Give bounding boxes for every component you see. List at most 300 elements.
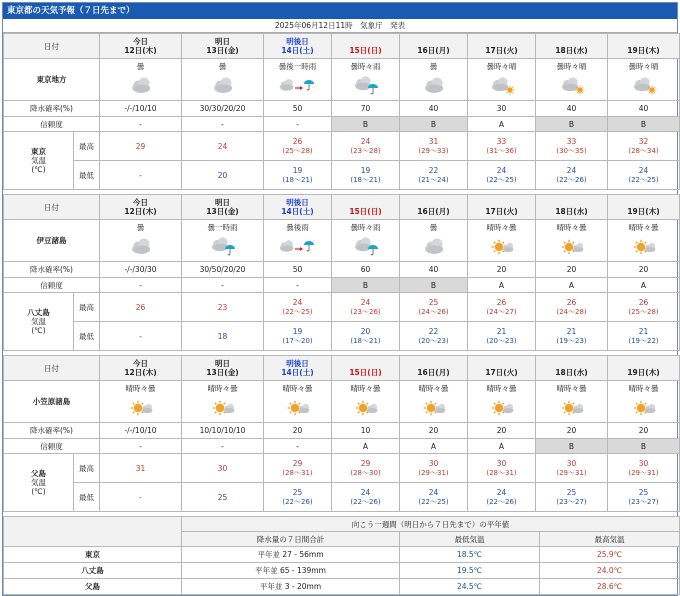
- region-table: [3, 33, 680, 190]
- min-temp-range: (22〜25): [486, 175, 517, 184]
- max-temp: 29: [360, 458, 371, 468]
- max-temp-cell: [332, 293, 400, 322]
- weather-cell: [100, 381, 182, 423]
- max-temp: 33: [496, 136, 507, 146]
- day-header: [332, 356, 400, 381]
- weather-icon: [278, 397, 318, 419]
- temp-unit: (℃): [31, 326, 46, 335]
- pop-value: 20: [468, 423, 536, 439]
- week-min: 19.5℃: [400, 563, 540, 579]
- area-name: 東京地方: [4, 59, 100, 101]
- min-temp: 21: [496, 326, 507, 336]
- pop-value: 20: [264, 423, 332, 439]
- weather-text: 晴時々曇: [282, 384, 313, 393]
- min-temp: 21: [566, 326, 577, 336]
- min-temp-range: (22〜25): [628, 175, 659, 184]
- weather-text: 晴時々曇: [350, 384, 381, 393]
- cloud-rain-icon: [278, 236, 318, 258]
- day-header: [264, 34, 332, 59]
- max-temp-cell: [100, 132, 182, 161]
- day-date: 19日(木): [627, 46, 660, 55]
- pop-value: 50: [264, 101, 332, 117]
- min-temp-cell: [400, 322, 468, 351]
- max-temp-cell: [182, 293, 264, 322]
- max-temp: 26: [638, 297, 649, 307]
- max-temp-cell: [608, 454, 680, 483]
- city-name: 八丈島: [27, 308, 50, 317]
- max-temp-cell: [264, 293, 332, 322]
- min-temp-cell: [468, 483, 536, 512]
- min-temp-cell: [536, 161, 608, 190]
- max-temp: 30: [496, 458, 507, 468]
- date-label: 日付: [4, 34, 100, 59]
- weather-text: 曇時々雨: [350, 223, 381, 232]
- week-max-header: 最高気温: [540, 532, 680, 547]
- max-temp: 30: [217, 463, 228, 473]
- city-temp-label: [4, 132, 74, 190]
- min-temp-cell: [182, 483, 264, 512]
- week-precip: 平年並 27 - 56mm: [182, 547, 400, 563]
- week-precip: 平年並 65 - 139mm: [182, 563, 400, 579]
- min-temp: 24: [496, 165, 507, 175]
- day-header: [536, 34, 608, 59]
- reliability-value: A: [468, 278, 536, 293]
- weather-icon: [624, 397, 664, 419]
- min-temp-cell: [536, 483, 608, 512]
- temp-unit: (℃): [31, 165, 46, 174]
- min-temp: 18: [217, 331, 228, 341]
- day-name: 明後日: [286, 198, 309, 207]
- pop-value: 40: [400, 262, 468, 278]
- weather-cell: [100, 59, 182, 101]
- max-temp: 24: [292, 297, 303, 307]
- max-temp-range: (28〜30): [350, 468, 381, 477]
- weather-text: 曇: [429, 62, 438, 71]
- max-temp: 32: [638, 136, 649, 146]
- max-temp-cell: [400, 454, 468, 483]
- pop-value: 40: [608, 101, 680, 117]
- reliability-value: B: [400, 117, 468, 132]
- day-name: 今日: [133, 198, 148, 207]
- day-date: 17日(火): [485, 46, 518, 55]
- day-date: 12日(木): [124, 368, 157, 377]
- reliability-label: 信頼度: [4, 278, 100, 293]
- pop-value: 50: [264, 262, 332, 278]
- weather-cell: [400, 59, 468, 101]
- weather-text: 曇時々晴: [556, 62, 587, 71]
- day-date: 15日(日): [349, 207, 382, 216]
- weather-icon: [346, 75, 386, 97]
- cloud-icon: [414, 75, 454, 97]
- week-city: 八丈島: [4, 563, 182, 579]
- weather-cell: [608, 381, 680, 423]
- day-date: 14日(土): [281, 207, 314, 216]
- day-header: [264, 195, 332, 220]
- weather-icon: [482, 397, 522, 419]
- sun-cloud-icon: [624, 397, 664, 419]
- cloud-icon: [203, 75, 243, 97]
- weather-text: 曇後雨: [286, 223, 309, 232]
- area-name: 小笠原諸島: [4, 381, 100, 423]
- weather-icon: [203, 75, 243, 97]
- min-temp-range: (22〜25): [418, 497, 449, 506]
- min-temp-cell: [264, 322, 332, 351]
- day-date: 14日(土): [281, 368, 314, 377]
- max-temp-range: (23〜26): [350, 307, 381, 316]
- pop-value: 10: [332, 423, 400, 439]
- reliability-value: -: [264, 117, 332, 132]
- max-temp-cell: [400, 293, 468, 322]
- reliability-value: B: [536, 439, 608, 454]
- weather-icon: [278, 236, 318, 258]
- reliability-value: A: [468, 117, 536, 132]
- city-temp-label: [4, 293, 74, 351]
- day-header: [182, 34, 264, 59]
- day-date: 19日(木): [627, 368, 660, 377]
- min-temp-cell: [400, 161, 468, 190]
- day-date: 13日(金): [206, 46, 239, 55]
- min-temp: 20: [360, 326, 371, 336]
- day-header: [182, 195, 264, 220]
- weather-icon: [552, 397, 592, 419]
- max-temp: 30: [638, 458, 649, 468]
- weather-cell: [536, 381, 608, 423]
- max-temp: 33: [566, 136, 577, 146]
- weather-icon: [414, 236, 454, 258]
- week-row: [4, 579, 680, 595]
- day-date: 18日(水): [555, 207, 588, 216]
- min-temp: 19: [292, 165, 303, 175]
- day-header: [400, 34, 468, 59]
- max-temp-range: (30〜35): [556, 146, 587, 155]
- min-temp-cell: [100, 322, 182, 351]
- reliability-value: B: [332, 117, 400, 132]
- min-temp-cell: [182, 161, 264, 190]
- day-name: 明後日: [286, 37, 309, 46]
- pop-value: -/-/10/10: [100, 101, 182, 117]
- min-temp-range: (23〜27): [628, 497, 659, 506]
- week-city: 東京: [4, 547, 182, 563]
- weather-cell: [536, 220, 608, 262]
- max-temp-range: (25〜28): [282, 146, 313, 155]
- weather-text: 晴時々曇: [486, 384, 517, 393]
- min-temp-cell: [608, 161, 680, 190]
- reliability-value: A: [536, 278, 608, 293]
- weather-cell: [182, 59, 264, 101]
- pop-label: 降水確率(%): [4, 423, 100, 439]
- page-title: 東京都の天気予報（７日先まで）: [3, 3, 677, 19]
- day-header: [608, 356, 680, 381]
- weather-text: 晴時々曇: [418, 384, 449, 393]
- max-temp-cell: [182, 132, 264, 161]
- pop-value: 30: [468, 101, 536, 117]
- pop-value: 20: [608, 262, 680, 278]
- weather-icon: [203, 397, 243, 419]
- weather-cell: [608, 59, 680, 101]
- max-temp: 26: [135, 302, 146, 312]
- weather-text: 曇時々晴: [628, 62, 659, 71]
- max-temp-range: (22〜25): [282, 307, 313, 316]
- reliability-value: -: [100, 278, 182, 293]
- min-temp-cell: [332, 161, 400, 190]
- sun-cloud-icon: [482, 236, 522, 258]
- pop-value: 60: [332, 262, 400, 278]
- min-temp-cell: [100, 483, 182, 512]
- pop-value: 40: [400, 101, 468, 117]
- day-header: [468, 195, 536, 220]
- pop-value: 20: [468, 262, 536, 278]
- weather-text: 晴時々曇: [628, 223, 659, 232]
- max-temp: 26: [496, 297, 507, 307]
- day-name: 明日: [215, 37, 230, 46]
- max-temp-range: (31〜36): [486, 146, 517, 155]
- day-date: 14日(土): [281, 46, 314, 55]
- cloud-icon: [121, 75, 161, 97]
- day-header: [100, 34, 182, 59]
- min-label: 最低: [74, 161, 100, 190]
- max-temp: 24: [217, 141, 228, 151]
- day-header: [100, 195, 182, 220]
- min-temp: 20: [217, 170, 228, 180]
- day-name: 明日: [215, 198, 230, 207]
- weather-cell: [264, 381, 332, 423]
- week-max: 28.6℃: [540, 579, 680, 595]
- sun-cloud-icon: [346, 397, 386, 419]
- min-temp-cell: [264, 483, 332, 512]
- max-temp-range: (29〜31): [556, 468, 587, 477]
- max-temp-range: (24〜28): [556, 307, 587, 316]
- reliability-value: -: [182, 117, 264, 132]
- week-row: [4, 547, 680, 563]
- min-temp-cell: [536, 322, 608, 351]
- week-city: 父島: [4, 579, 182, 595]
- day-name: 今日: [133, 37, 148, 46]
- max-temp-cell: [468, 293, 536, 322]
- reliability-value: -: [100, 439, 182, 454]
- reliability-value: B: [608, 117, 680, 132]
- pop-value: -/-/10/10: [100, 423, 182, 439]
- max-temp-cell: [264, 132, 332, 161]
- max-temp: 23: [217, 302, 228, 312]
- reliability-value: -: [264, 439, 332, 454]
- day-header: [608, 195, 680, 220]
- max-temp: 24: [360, 297, 371, 307]
- day-date: 12日(木): [124, 207, 157, 216]
- min-temp: 19: [292, 326, 303, 336]
- day-date: 18日(水): [555, 368, 588, 377]
- max-temp-cell: [332, 132, 400, 161]
- week-summary-title: 向こう一週間（明日から７日先まで）の平年値: [182, 517, 680, 532]
- week-row: [4, 563, 680, 579]
- max-temp-range: (29〜33): [418, 146, 449, 155]
- min-temp-range: (22〜26): [486, 497, 517, 506]
- max-label: 最高: [74, 454, 100, 483]
- min-temp-cell: [182, 322, 264, 351]
- day-header: [332, 34, 400, 59]
- min-temp-range: (19〜23): [556, 336, 587, 345]
- date-label: 日付: [4, 356, 100, 381]
- pop-value: -/-/30/30: [100, 262, 182, 278]
- sun-cloud-icon: [552, 397, 592, 419]
- cloud-rain-icon: [278, 75, 318, 97]
- week-precip: 平年並 3 - 20mm: [182, 579, 400, 595]
- reliability-label: 信頼度: [4, 117, 100, 132]
- max-temp-cell: [468, 132, 536, 161]
- reliability-value: B: [608, 439, 680, 454]
- min-temp-range: (21〜24): [418, 175, 449, 184]
- max-label: 最高: [74, 132, 100, 161]
- weather-text: 曇時々晴: [486, 62, 517, 71]
- day-date: 16日(月): [417, 368, 450, 377]
- min-temp: 24: [638, 165, 649, 175]
- weather-cell: [400, 220, 468, 262]
- min-temp-cell: [332, 483, 400, 512]
- weather-icon: [552, 75, 592, 97]
- day-header: [332, 195, 400, 220]
- day-header: [468, 34, 536, 59]
- max-temp-cell: [608, 293, 680, 322]
- min-temp: 25: [217, 492, 228, 502]
- max-temp-range: (28〜31): [282, 468, 313, 477]
- max-temp-cell: [264, 454, 332, 483]
- day-date: 15日(日): [349, 368, 382, 377]
- sun-cloud-icon: [414, 397, 454, 419]
- min-temp-range: (22〜26): [350, 497, 381, 506]
- weather-cell: [332, 59, 400, 101]
- min-temp-range: (20〜23): [486, 336, 517, 345]
- min-label: 最低: [74, 483, 100, 512]
- reliability-value: -: [182, 278, 264, 293]
- weather-cell: [332, 381, 400, 423]
- day-header: [400, 195, 468, 220]
- weather-text: 晴時々曇: [556, 223, 587, 232]
- day-date: 16日(月): [417, 207, 450, 216]
- weather-text: 曇: [218, 62, 227, 71]
- day-header: [100, 356, 182, 381]
- day-date: 15日(日): [349, 46, 382, 55]
- reliability-value: A: [332, 439, 400, 454]
- cloud-sun-icon: [552, 75, 592, 97]
- weather-icon: [121, 236, 161, 258]
- reliability-value: -: [100, 117, 182, 132]
- region-table: [3, 194, 680, 351]
- sun-cloud-icon: [482, 397, 522, 419]
- reliability-value: B: [400, 278, 468, 293]
- min-temp-cell: [468, 322, 536, 351]
- weather-text: 晴時々曇: [486, 223, 517, 232]
- sun-cloud-icon: [552, 236, 592, 258]
- city-name: 東京: [31, 147, 46, 156]
- max-temp: 31: [428, 136, 439, 146]
- day-date: 12日(木): [124, 46, 157, 55]
- min-temp: -: [139, 331, 142, 341]
- weather-cell: [468, 381, 536, 423]
- min-temp-cell: [608, 483, 680, 512]
- max-temp-range: (24〜26): [418, 307, 449, 316]
- weather-icon: [624, 236, 664, 258]
- cloud-umbrella-icon: [346, 75, 386, 97]
- pop-value: 10/10/10/10: [182, 423, 264, 439]
- weather-cell: [100, 220, 182, 262]
- day-header: [536, 356, 608, 381]
- reliability-value: A: [608, 278, 680, 293]
- city-name: 父島: [31, 469, 46, 478]
- temp-label: 気温: [31, 478, 46, 487]
- min-temp: 24: [428, 487, 439, 497]
- max-temp-cell: [182, 454, 264, 483]
- min-temp-cell: [400, 483, 468, 512]
- day-date: 17日(火): [485, 207, 518, 216]
- weather-text: 曇: [429, 223, 438, 232]
- min-temp-range: (20〜23): [418, 336, 449, 345]
- reliability-value: A: [468, 439, 536, 454]
- day-date: 13日(金): [206, 368, 239, 377]
- week-precip-header: 降水量の７日間合計: [182, 532, 400, 547]
- pop-value: 20: [608, 423, 680, 439]
- day-header: [468, 356, 536, 381]
- weather-icon: [414, 397, 454, 419]
- issued-time: 2025年06月12日11時 気象庁 発表: [3, 19, 677, 33]
- max-temp: 26: [292, 136, 303, 146]
- max-temp-cell: [100, 293, 182, 322]
- max-temp-range: (29〜31): [418, 468, 449, 477]
- reliability-value: B: [332, 278, 400, 293]
- sun-cloud-icon: [121, 397, 161, 419]
- min-temp: 22: [428, 326, 439, 336]
- pop-value: 20: [536, 423, 608, 439]
- day-date: 19日(木): [627, 207, 660, 216]
- max-temp-cell: [400, 132, 468, 161]
- area-name: 伊豆諸島: [4, 220, 100, 262]
- weather-icon: [121, 75, 161, 97]
- weather-icon: [482, 236, 522, 258]
- pop-value: 40: [536, 101, 608, 117]
- temp-label: 気温: [31, 317, 46, 326]
- region-table: [3, 355, 680, 512]
- week-min-header: 最低気温: [400, 532, 540, 547]
- cloud-sun-icon: [482, 75, 522, 97]
- max-temp: 30: [428, 458, 439, 468]
- weather-text: 晴時々曇: [125, 384, 156, 393]
- pop-value: 30/30/20/20: [182, 101, 264, 117]
- weather-cell: [182, 381, 264, 423]
- weather-cell: [400, 381, 468, 423]
- max-temp: 31: [135, 463, 146, 473]
- min-temp-cell: [332, 322, 400, 351]
- weather-icon: [482, 75, 522, 97]
- max-temp-range: (28〜31): [486, 468, 517, 477]
- max-temp: 26: [566, 297, 577, 307]
- temp-unit: (℃): [31, 487, 46, 496]
- weather-text: 曇後一時雨: [278, 62, 317, 71]
- weather-cell: [332, 220, 400, 262]
- weather-cell: [536, 59, 608, 101]
- max-temp-range: (23〜28): [350, 146, 381, 155]
- weather-icon: [414, 75, 454, 97]
- sun-cloud-icon: [278, 397, 318, 419]
- max-temp-cell: [536, 454, 608, 483]
- weather-icon: [624, 75, 664, 97]
- day-header: [264, 356, 332, 381]
- min-temp: 24: [496, 487, 507, 497]
- day-header: [536, 195, 608, 220]
- weather-icon: [203, 236, 243, 258]
- week-min: 24.5℃: [400, 579, 540, 595]
- day-header: [182, 356, 264, 381]
- summary-corner: [4, 517, 182, 547]
- week-summary-table: [3, 516, 680, 595]
- min-temp-range: (23〜27): [556, 497, 587, 506]
